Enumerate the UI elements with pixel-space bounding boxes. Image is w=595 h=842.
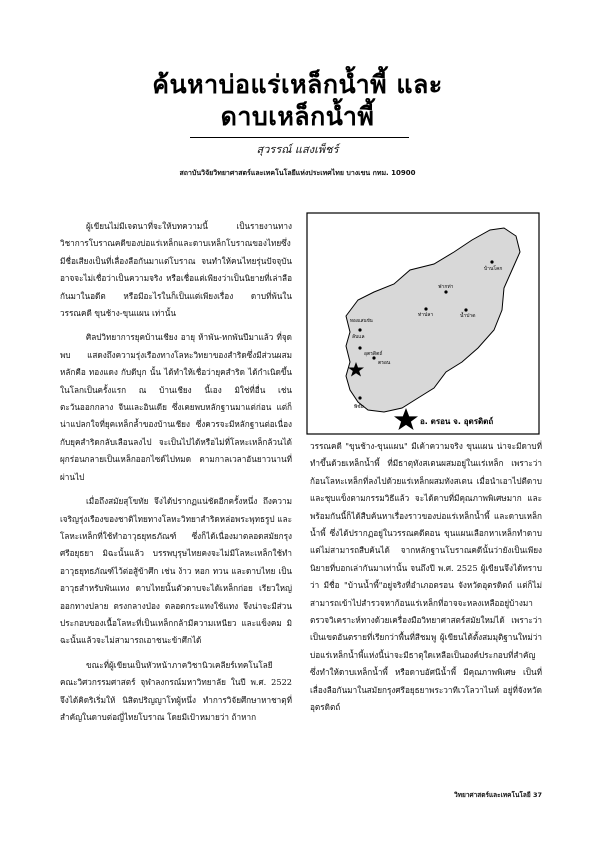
map-label-nam-pat: น้ำปาด [460, 313, 476, 319]
author-affiliation: สถาบันวิจัยวิทยาศาสตร์และเทคโนโลยีแห่งประเทศไทย บางเขน กทม. 10900 [179, 169, 416, 177]
map-label-uttaradit: อุตรดิตถ์ [364, 351, 383, 357]
author-name: สุวรรณ์ แสงเพ็ชร์ [256, 143, 339, 156]
right-column [310, 438, 542, 724]
title-rule [190, 137, 409, 138]
map-label-fak-tha: ฟากท่า [438, 284, 454, 290]
map-label-tron: ตรอน [378, 360, 391, 366]
page-footer: วิทยาศาสตร์และเทคโนโลยี 37 [454, 791, 542, 799]
map-caption: อ. ตรอน จ. อุตรดิตถ์ [420, 417, 494, 426]
location-map [306, 212, 540, 435]
paragraph: วรรณคดี "ขุนช้าง-ขุนแผน" มีเค้าความจริง ขุนแผน น่าจะมีดาบที่ทำขึ้นด้วยเหล็กน้ำพี้ ที่มีธาตุทังสเตนผสมอยู่ในแร่เหล็ก เพราะว่าก้อนโลหะเหล็กที่ลงไปด้วยแร่เหล็กผสมทังสเตน เมื่อนำเอาไปตีดาบและชุบแข็งตามกรรมวิธีแล้ว จะได้ดาบที่มีคุณภาพพิเศษมาก และพร้อมกันนี้ก็ได้สืบค้นหาเรื่องราวของบ่อแร่เหล็กน้ำพี้ และดาบเหล็กน้ำพี้ ซึ่งได้ปรากฏอยู่ในวรรณคดีตอน ขุนแผนเลือกหาเหล็กทำดาบ แต่ไม่สามารถสืบค้นได้ จากหลักฐานโบราณคดีนั้นว่ายังเป็นเพียงนิยายที่บอกเล่ากันมาเท่านั้น จนถึงปี พ.ศ. 2525 ผู้เขียนจึงได้ทราบว่า มีชื่อ "บ้านน้ำพี้"อยู่จริงที่อำเภอตรอน จังหวัดอุตรดิตถ์ แต่ก็ไม่สามารถเข้าไปสำรวจหาก้อนแร่เหล็กที่อาจจะหลงเหลืออยู่บ้างมาตรวจวิเคราะห์ทางด้วยเครื่องมือวิทยาศาสตร์สมัยใหม่ได้ เพราะว่าเป็นเขตอันตรายที่เรียกว่าพื้นที่สีชมพู ผู้เขียนได้ตั้งสมมุติฐานใหม่ว่า บ่อแร่เหล็กน้ำพี้แห่งนี้น่าจะมีธาตุใดเหลือเป็นองค์ประกอบที่สำคัญ ซึ่งทำให้ดาบเหล็กน้ำพี้ หรือดาบอัศนีน้ำพี้ มีคุณภาพพิเศษ เป็นที่เลื่องลือกันมาในสมัยกรุงศรีอยุธยาพระวาทีเวโลวาไนท์ อยู่ที่จังหวัดอุตรดิตถ์ [310, 441, 542, 713]
paragraph: ศิลปวิทยาการยุคบ้านเชียง อายุ ห้าพัน-หกพันปีมาแล้ว ที่จุดพบ แสดงถึงความรุ่งเรืองทางโลหะวิทยาของสำริดซึ่งมีส่วนผสมหลักคือ ทองแดง กับดีบุก นั้น ได้ทำให้เชื่อว่ายุคสำริด ได้กำเนิดขึ้นในโลกเป็นครั้งแรก ณ บ้านเชียง นี้เอง มิใช่ที่อื่น เช่น ตะวันออกกลาง จีนและอินเดีย ซึ่งเคยพบหลักฐานมาแต่ก่อน แต่ก็น่าแปลกใจที่ยุคเหล็กล้ำของบ้านเชียง ซึ่งควรจะมีหลักฐานต่อเนื่องกับยุคสำริดกลับเลือนลงไป จะเป็นไปได้หรือไม่ที่โลหะเหล็กล้วนได้ผุกร่อนกลายเป็นเหล็กออกไซด์ไปหมด ตามกาลเวลาอันยาวนานที่ผ่านไป [60, 332, 292, 482]
paragraph: ขณะที่ผู้เขียนเป็นหัวหน้าภาควิชานิวเคลียร์เทคโนโลยี คณะวิศวกรรมศาสตร์ จุฬาลงกรณ์มหาวิทยาลัย ในปี พ.ศ. 2522 จึงได้คิดริเริ่มให้ นิสิตปริญญาโทผู้หนึ่ง ทำการวิจัยศึกษาหาชาตุที่สำคัญในดาบต่อญี่ไทยโบราณ โดยมีเป้าหมายว่า ถ้าหาก [60, 659, 292, 722]
left-column [60, 218, 292, 733]
map-label-ban-khok: บ้านโคก [484, 266, 503, 272]
title-line-1: ค้นหาบ่อแร่เหล็กน้ำพี้ และ [152, 70, 443, 99]
map-label-tha-pla: ท่าปลา [418, 312, 434, 318]
paragraph: เมื่อถึงสมัยสุโขทัย จึงได้ปรากฏแน่ชัดอีกครั้งหนึ่ง ถึงความเจริญรุ่งเรืองของชาติไทยทางโลหะวิทยาสำริดหล่อพระพุทธรูป และโลหะเหล็กที่ใช้ทำอาวุธยุทธภัณฑ์ ซึ่งก็ได้เนื่องมาตลอดสมัยกรุงศรีอยุธยา มิฉะนั้นแล้ว บรรพบุรุษไทยคงจะไม่มีโลหะเหล็กใช้ทำอาวุธยุทธภัณฑ์ไว้ต่อสู้ข้าศึก เช่น ง้าว หอก ทวน และดาบไทย เป็นอาวุธสำหรับพันแทง ดาบไทยนั้นตัวดาบจะได้เหล็กก่อย เรียวใหญ่ออกทางปลาย ตรงกลางป่อง ตลอดกระแทงใช้แทง จึงน่าจะมีส่วนประกอบของเนื้อโลหะที่เป็นเหล็กกล้ามีความเหนียว และแข็งคม มิฉะนั้นแล้วจะไม่สามารถเอาชนะข้าศึกได้ [60, 496, 292, 646]
map-label-thong-saen-khan: ทองแสนขัน [350, 319, 373, 324]
map-label-laplae: ลับแล [352, 334, 365, 340]
paragraph: ผู้เขียนไม่มีเจตนาที่จะให้บทความนี้ เป็นรายงานทางวิชาการโบราณคดีของบ่อแร่เหล็กและดาบเหล็กโบราณของไทยซึ่งมีชื่อเสียงเป็นที่เลื่องลือกันมาแต่โบราณ จนทำให้คนไทยรุ่นปัจจุบันอาจจะไม่เชื่อว่าเป็นความจริง หรือเชื่อแต่เพียงว่าเป็นนิยายที่เล่าลือกันมาในอดีต หรือมีอะไรในก็เป็นแต่เพียงเรื่อง ดาบที่พ้นในวรรณคดี ขุนช้าง-ขุนแผน เท่านั้น [60, 221, 292, 319]
map-label-phichai: พิชัย [354, 404, 364, 410]
title-line-2: ดาบเหล็กน้ำพี้ [220, 102, 375, 131]
